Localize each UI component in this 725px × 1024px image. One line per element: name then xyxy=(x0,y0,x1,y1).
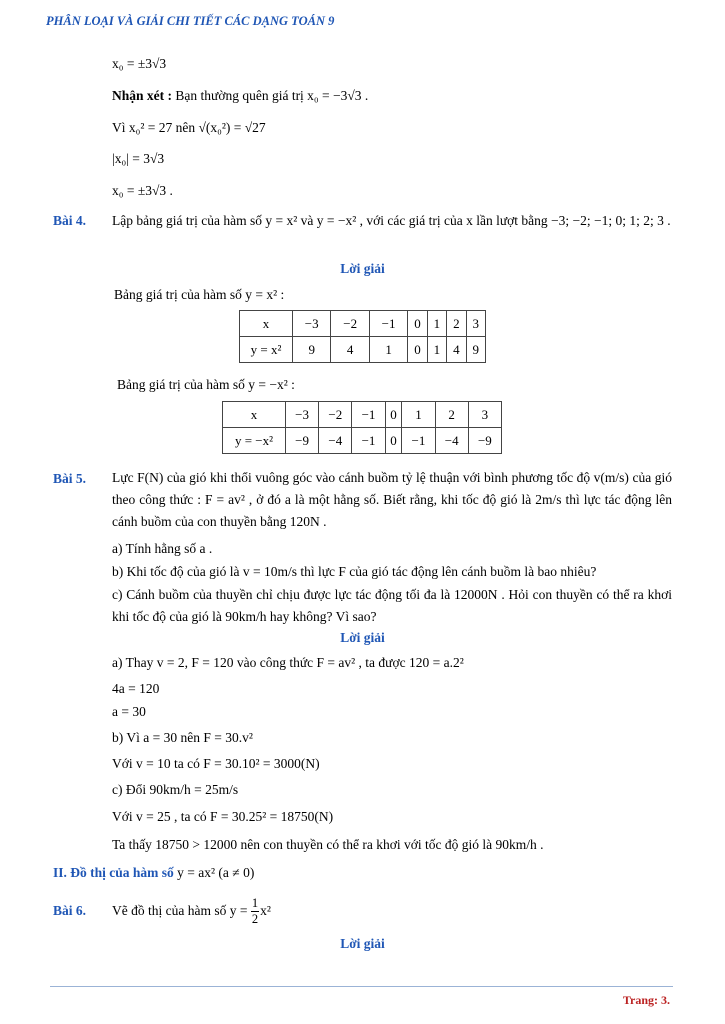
table-cell: 0 xyxy=(385,402,402,428)
solution-line: Với v = 25 , ta có F = 30.25² = 18750(N) xyxy=(112,809,334,824)
table-cell: 1 xyxy=(369,337,407,363)
bai6-text xyxy=(112,890,271,932)
table-cell: x xyxy=(223,402,286,428)
table-cell: −9 xyxy=(286,428,319,454)
table-cell: x xyxy=(240,311,293,337)
table-cell: 9 xyxy=(293,337,331,363)
table-cell: 0 xyxy=(385,428,402,454)
table-cell: −1 xyxy=(402,428,435,454)
solution-line: Với v = 10 ta có F = 30.10² = 3000(N) xyxy=(112,756,320,771)
table-cell: −3 xyxy=(293,311,331,337)
remark-text: Bạn thường quên giá trị x₀ = −3√3 . xyxy=(172,88,369,103)
solution-line: 4a = 120 xyxy=(112,681,160,696)
solution-heading: Lời giải xyxy=(340,261,385,276)
table-cell: −1 xyxy=(352,428,385,454)
section-title-text: II. Đồ thị của hàm số xyxy=(53,865,178,880)
table-cell: 2 xyxy=(435,402,468,428)
table-row xyxy=(223,428,502,454)
eq-line: |x₀| = 3√3 xyxy=(112,151,165,166)
page-number: Trang: 3. xyxy=(622,993,670,1007)
fraction-numerator: 1 xyxy=(251,896,259,911)
bai5-text: Lực F(N) của gió khi thổi vuông góc vào cánh buồm tỷ lệ thuận với bình phương tốc độ v(m/s) của gió theo công thức : F = av² , ở đó a là một hằng số. Biết rằng, khi tốc độ gió là 2m/s thì lực tác động lên cánh buồm của con thuyền bằng 120N . xyxy=(112,470,672,529)
bai6-label: Bài 6. xyxy=(53,903,87,918)
table-cell: y = −x² xyxy=(223,428,286,454)
table-cell: −1 xyxy=(352,402,385,428)
fraction xyxy=(251,896,259,927)
table-cell: 0 xyxy=(408,311,427,337)
table-cell: −3 xyxy=(286,402,319,428)
value-table-2 xyxy=(222,401,502,454)
bai4-text: Lập bảng giá trị của hàm số y = x² và y = −x² , với các giá trị của x lần lượt bằng −3; −2; −1; 0; 1; 2; 3 . xyxy=(112,213,671,228)
question-b: b) Khi tốc độ của gió là v = 10m/s thì lực F của gió tác động lên cánh buồm là bao nhiêu? xyxy=(112,564,597,579)
table-cell: −2 xyxy=(319,402,352,428)
table-cell: 9 xyxy=(466,337,485,363)
table-cell: 1 xyxy=(427,337,446,363)
remark-line xyxy=(112,87,368,105)
bai6-text-pre: Vẽ đồ thị của hàm số y = xyxy=(112,903,251,918)
table-row xyxy=(240,337,486,363)
eq-line: x₀ = ±3√3 xyxy=(112,56,167,71)
table-cell: −9 xyxy=(468,428,501,454)
table-cell: 2 xyxy=(447,311,466,337)
table-cell: 0 xyxy=(408,337,427,363)
table-cell: 4 xyxy=(447,337,466,363)
solution-line: Ta thấy 18750 > 12000 nên con thuyền có thể ra khơi với tốc độ gió là 90km/h . xyxy=(112,837,544,852)
bai5-label: Bài 5. xyxy=(53,471,87,486)
table-cell: −1 xyxy=(369,311,407,337)
section-formula: y = ax² (a ≠ 0) xyxy=(177,865,255,880)
section-title xyxy=(53,864,254,882)
footer-rule xyxy=(50,986,673,987)
page-header: PHÂN LOẠI VÀ GIẢI CHI TIẾT CÁC DẠNG TOÁN 9 xyxy=(46,14,335,28)
value-table-1 xyxy=(239,310,486,363)
table-row xyxy=(223,402,502,428)
eq-line: x₀ = ±3√3 . xyxy=(112,183,173,198)
fraction-denominator: 2 xyxy=(251,912,259,927)
solution-line: b) Vì a = 30 nên F = 30.v² xyxy=(112,730,253,745)
table-cell: −4 xyxy=(435,428,468,454)
table-cell: 1 xyxy=(402,402,435,428)
bai4-label: Bài 4. xyxy=(53,213,87,228)
question-a: a) Tính hằng số a . xyxy=(112,541,213,556)
table-cell: −2 xyxy=(331,311,369,337)
table-cell: 3 xyxy=(468,402,501,428)
bai6-text-post: x² xyxy=(260,903,271,918)
table-cell: y = x² xyxy=(240,337,293,363)
question-c: c) Cánh buồm của thuyền chỉ chịu được lực tác động tối đa là 12000N . Hỏi con thuyền có thể ra khơi khi tốc độ của gió là 90km/h hay không? Vì sao? xyxy=(112,587,672,624)
table-row xyxy=(240,311,486,337)
solution-line: a = 30 xyxy=(112,704,146,719)
solution-line: a) Thay v = 2, F = 120 vào công thức F = av² , ta được 120 = a.2² xyxy=(112,655,464,670)
table-cell: 3 xyxy=(466,311,485,337)
solution-line: c) Đổi 90km/h = 25m/s xyxy=(112,782,239,797)
eq-line: Vì x₀² = 27 nên √(x₀²) = √27 xyxy=(112,120,266,135)
table-cell: −4 xyxy=(319,428,352,454)
table-cell: 4 xyxy=(331,337,369,363)
remark-label: Nhận xét : xyxy=(112,88,172,103)
table2-caption: Bảng giá trị của hàm số y = −x² : xyxy=(117,377,295,392)
table-cell: 1 xyxy=(427,311,446,337)
table1-caption: Bảng giá trị của hàm số y = x² : xyxy=(114,287,285,302)
solution-heading: Lời giải xyxy=(340,630,385,645)
solution-heading: Lời giải xyxy=(340,936,385,951)
